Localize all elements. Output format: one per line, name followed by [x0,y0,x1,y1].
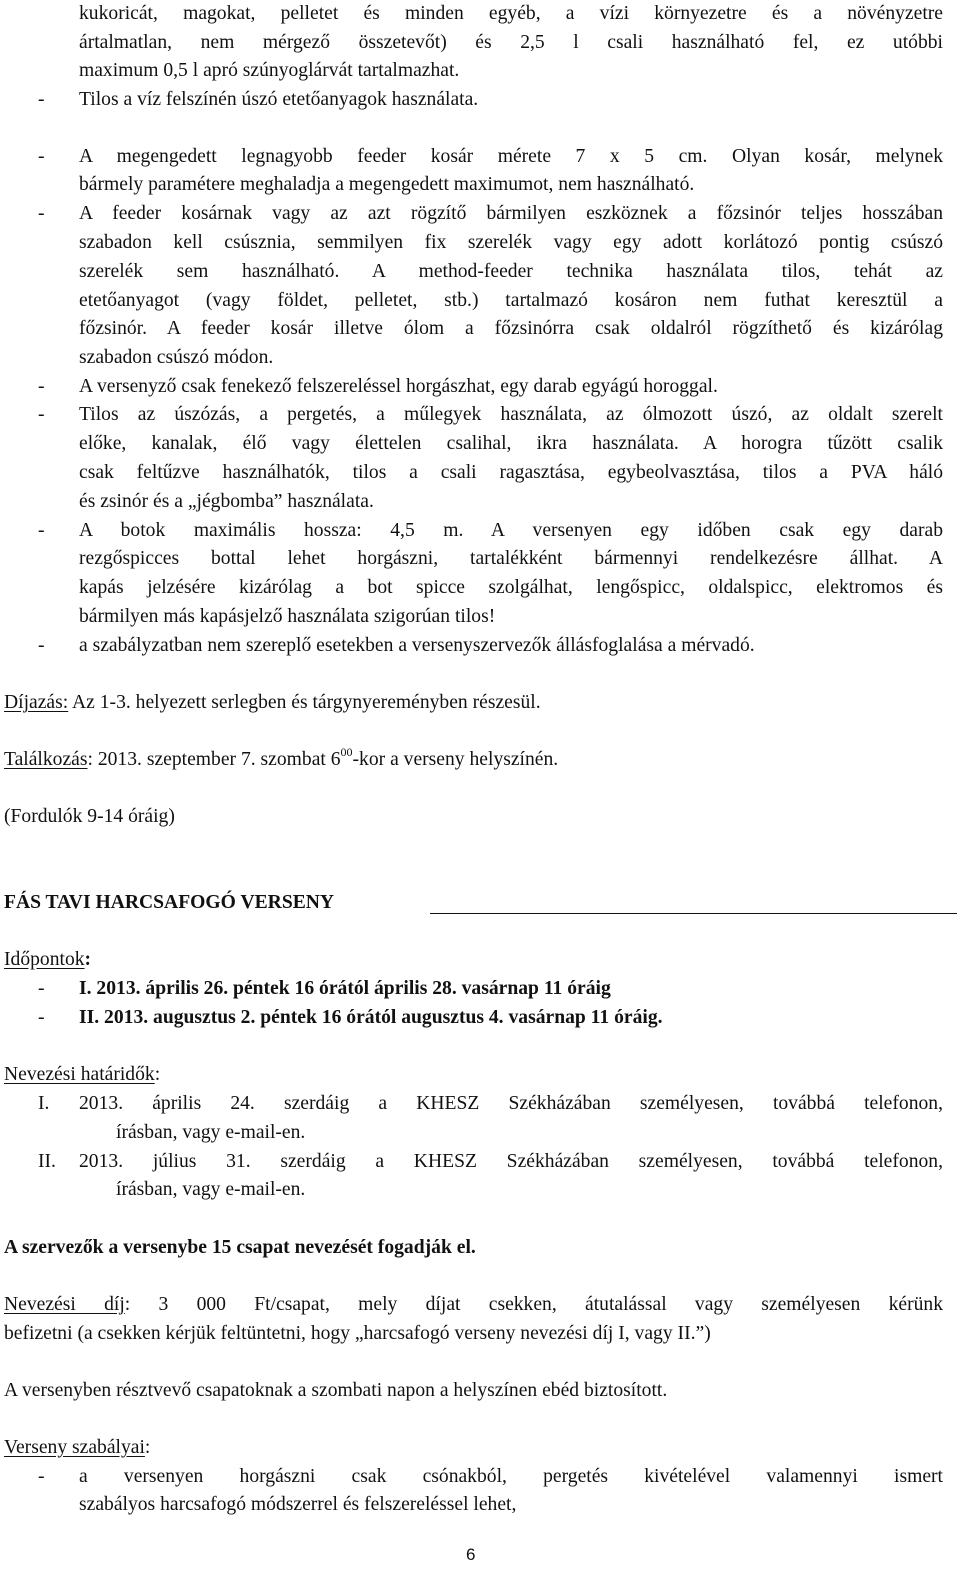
hataridok-label: Nevezési határidők [4,1064,155,1085]
list-item: csak feltűzve használhatók, tilos a csali ragasztása, egybeolvasztása, tilos a PVA háló [79,462,943,483]
szervezok-statement: A szervezők a versenybe 15 csapat nevezését fogadják el. [4,1237,476,1258]
list-item: etetőanyagot (vagy földet, pelletet, stb.) tartalmazó kosáron nem futhat keresztül a [79,290,943,311]
list-item: bármilyen más kapásjelző használata szigorúan tilos! [79,606,496,627]
list-item: A botok maximális hossza: 4,5 m. A versenyen egy időben csak egy darab [79,520,943,541]
dijazas-text: Az 1-3. helyezett serlegben és tárgynyereményben részesül. [68,692,541,713]
hatarido-number: I. [38,1093,50,1114]
szabaly-item: a versenyen horgászni csak csónakból, pergetés kivételével valamennyi ismert [79,1466,943,1487]
list-item: kapás jelzésére kizárólag a bot spicce szolgálhat, lengőspicc, oldalspicc, elektromos és [79,577,943,598]
list-item: A megengedett legnagyobb feeder kosár mérete 7 x 5 cm. Olyan kosár, melynek [79,146,943,167]
szabalyai-label: Verseny szabályai [4,1437,145,1458]
idopontok-heading [4,950,91,970]
list-item: A versenyző csak fenekező felszereléssel horgászhat, egy darab egyágú horoggal. [79,376,718,397]
list-item: főzsinór. A feeder kosár illetve ólom a főzsinórra csak oldalról rögzíthető és kizárólag [79,318,943,339]
szabaly-item-cont: szabályos harcsafogó módszerrel és felszereléssel lehet, [79,1494,517,1515]
list-item: szerelék sem használható. A method-feeder technika használata tilos, tehát az [79,261,943,282]
talalkozas-time-sup: 00 [340,745,353,759]
dijazas-line [4,693,541,713]
paragraph-line: kukoricát, magokat, pelletet és minden egyéb, a vízi környezetre és a növényzetre [79,3,943,24]
idopontok-label: Időpontok [4,949,85,970]
section-title-rule [430,913,957,914]
list-item: előke, kanalak, élő vagy élettelen csalihal, ikra használata. A horogra tűzött csalik [79,433,943,454]
szabalyai-heading [4,1438,150,1458]
list-dash: - [38,203,45,224]
list-dash: - [38,146,45,167]
szabalyai-colon: : [144,1437,151,1458]
talalkozas-label: Találkozás [4,749,88,770]
list-dash: - [38,1007,45,1028]
talalkozas-text-end: -kor a verseny helyszínén. [352,749,559,770]
list-dash: - [38,376,45,397]
hataridok-heading [4,1065,160,1085]
list-dash: - [38,978,45,999]
idopont-item: II. 2013. augusztus 2. péntek 16 órától augusztus 4. vasárnap 11 óráig. [79,1007,663,1028]
hatarido-item: 2013. április 24. szerdáig a KHESZ Székházában személyesen, továbbá telefonon, [79,1093,943,1114]
idopontok-colon: : [84,949,92,970]
page-number: 6 [466,1545,476,1564]
list-item: Tilos az úszózás, a pergetés, a műlegyek használata, az ólmozott úszó, az oldalt szerelt [79,404,943,425]
list-item: a szabályzatban nem szereplő esetekben a versenyszervezők állásfoglalása a mérvadó. [79,635,755,656]
talalkozas-text: : 2013. szeptember 7. szombat 6 [87,749,341,770]
hataridok-colon: : [154,1064,161,1085]
list-item: szabadon csúszó módon. [79,347,274,368]
list-item: és zsinór és a „jégbomba” használata. [79,491,374,512]
hatarido-number: II. [38,1151,56,1172]
list-item: A feeder kosárnak vagy az azt rögzítő bármilyen eszköznek a főzsinór teljes hosszában [79,203,943,224]
nevezesi-dij-label: Nevezési díj [4,1294,125,1315]
hatarido-item: 2013. július 31. szerdáig a KHESZ Székházában személyesen, továbbá telefonon, [79,1151,943,1172]
dijazas-label: Díjazás: [4,692,69,713]
list-dash: - [38,404,45,425]
nevezesi-dij-line [4,1295,943,1315]
ebed-note: A versenyben résztvevő csapatoknak a szombati napon a helyszínen ebéd biztosított. [4,1380,668,1401]
talalkozas-line [4,745,559,770]
list-dash: - [38,635,45,656]
nevezesi-dij-line2: befizetni (a csekken kérjük feltüntetni, hogy „harcsafogó verseny nevezési díj I, vagy II.”) [4,1323,711,1344]
nevezesi-dij-text: : 3 000 Ft/csapat, mely díjat csekken, átutalással vagy személyesen kérünk [124,1294,943,1315]
list-item: szabadon kell csúsznia, semmilyen fix szerelék vagy egy adott korlátozó pontig csúszó [79,232,943,253]
paragraph-line: maximum 0,5 l apró szúnyoglárvát tartalmazhat. [79,60,460,81]
list-item: rezgőspicces bottal lehet horgászni, tartalékként bármennyi rendelkezésre állhat. A [79,548,943,569]
section-title: FÁS TAVI HARCSAFOGÓ VERSENY [4,892,335,913]
list-item: Tilos a víz felszínén úszó etetőanyagok használata. [79,89,479,110]
list-dash: - [38,1466,45,1487]
hatarido-item-cont: írásban, vagy e-mail-en. [116,1122,306,1143]
list-dash: - [38,520,45,541]
idopont-item: I. 2013. április 26. péntek 16 órától április 28. vasárnap 11 óráig [79,978,611,999]
hatarido-item-cont: írásban, vagy e-mail-en. [116,1179,306,1200]
list-dash: - [38,89,45,110]
paragraph-line: ártalmatlan, nem mérgező összetevőt) és 2,5 l csali használható fel, ez utóbbi [79,32,943,53]
fordulok-note: (Fordulók 9-14 óráig) [4,806,175,827]
list-item: bármely paramétere meghaladja a megengedett maximumot, nem használható. [79,174,695,195]
